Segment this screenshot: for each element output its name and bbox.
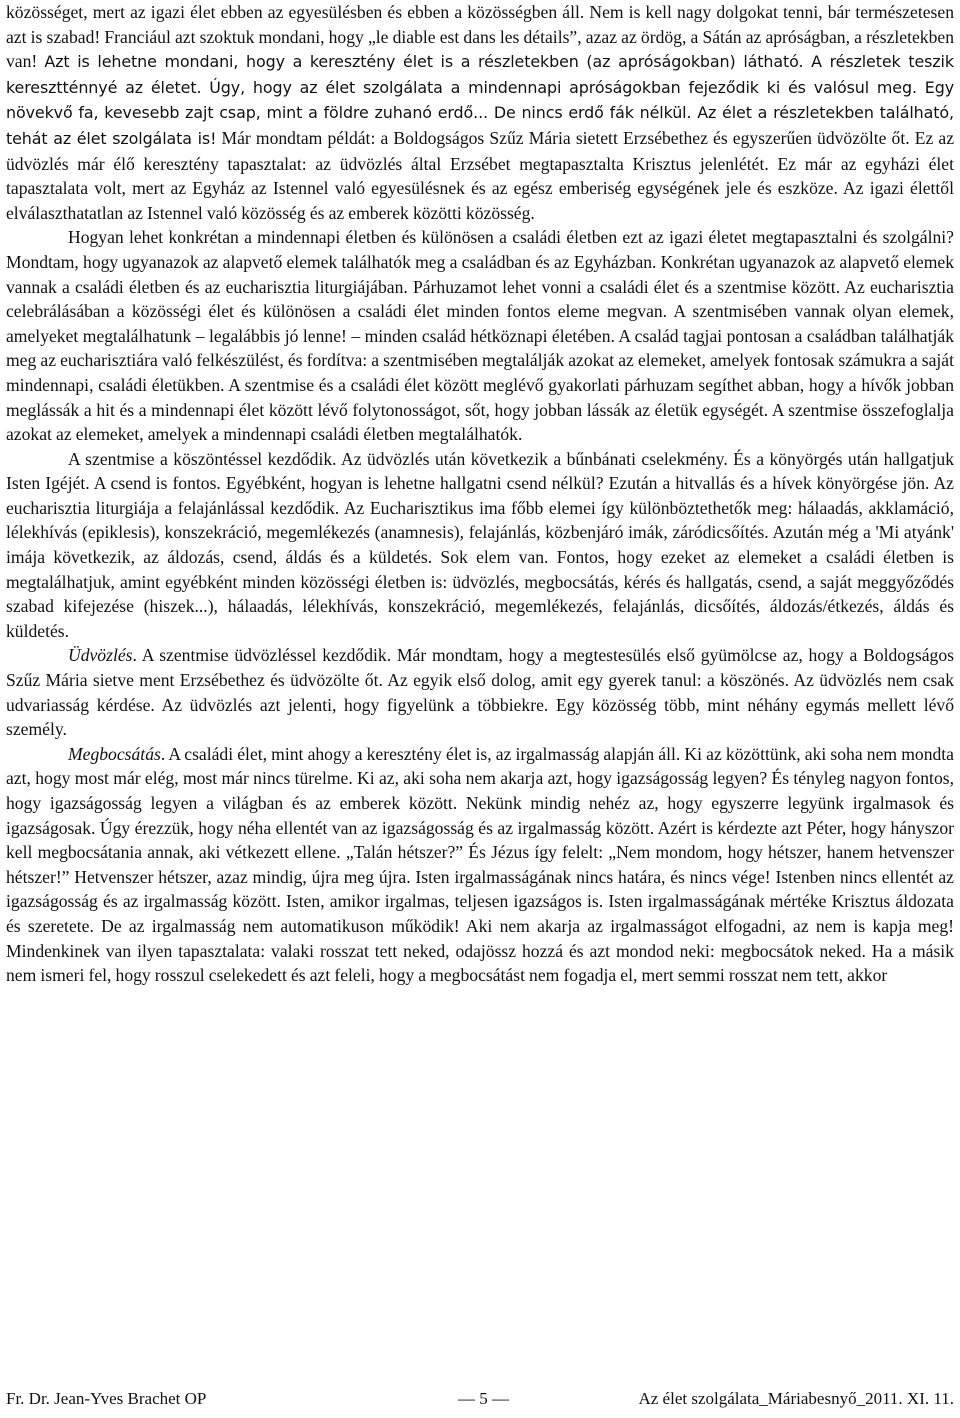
document-body: [6, 0, 954, 988]
p4-heading-udvozles: Üdvözlés: [68, 645, 133, 666]
p1-segment-2: Azt is lehetne mondani, hogy a keresztény élet is a részletekben (az apróságokban) látható. A részletek teszik keresztténnyé az életet. Úgy, hogy az élet szolgálata a mindennapi apróságokban fejeződik ki és valósul meg. Egy növekvő fa, kevesebb zajt csap, mint a földre zuhanó erdő... De nincs erdő fák nélkül. Az élet a részletekben található, tehát az élet szolgálata is!: [6, 52, 954, 148]
paragraph-2: [6, 225, 954, 446]
paragraph-4: [6, 643, 954, 741]
footer-author: Fr. Dr. Jean-Yves Brachet OP: [6, 1389, 207, 1408]
p1-segment-3: Már mondtam példát: a Boldogságos Szűz Mária sietett Erzsébethez és egyszerűen üdvözölte őt. Ez az üdvözlés már élő keresztény tapasztalat: az üdvözlés által Erzsébet megtapasztalta Krisztus jelenlétét. Ez már az egyházi élet tapasztalata volt, mert az Egyház az Istennel való egyesülésnek és az egész emberiség egységének jele és eszköze. Az igazi élettől elválaszthatatlan az Istennel való közösség és az emberek közötti közösség.: [6, 127, 955, 223]
footer-page-number: — 5 —: [458, 1389, 509, 1408]
footer-document-title: Az élet szolgálata_Máriabesnyő_2011. XI. 11.: [638, 1389, 954, 1408]
p5-segment-2: . A családi élet, mint ahogy a keresztény élet is, az irgalmasság alapján áll. Ki az közöttünk, aki soha nem mondta azt, hogy most már elég, most már nincs türelme. Ki az, aki soha nem akarja azt, hogy igazságosság legyen? És tényleg nagyon fontos, hogy igazságosság legyen a világban és az emberek között. Nekünk mindig nehéz az, hogy egyszerre legyünk irgalmasok és igazságosak. Úgy érezzük, hogy néha ellentét van az igazságosság és az irgalmasság között. Azért is kérdezte azt Péter, hogy hányszor kell megbocsátania annak, aki vétkezett ellene. „Talán hétszer?” És Jézus így felelt: „Nem mondom, hogy hétszer, hanem hetvenszer hétszer!” Hetvenszer hétszer, azaz mindig, újra meg újra. Isten irgalmasságának nincs határa, és nincs vége! Istenben nincs ellentét az igazságosság és az irgalmasság között. Isten, amikor irgalmas, teljesen igazságos is. Isten irgalmasságának mértéke Krisztus áldozata és szeretete. De az irgalmasság nem automatikuson működik! Aki nem akarja az irgalmasságot elfogadni, az nem is kapja meg! Mindenkinek van ilyen tapasztalata: valaki rosszat tett neked, odajössz hozzá és azt mondod neki: megbocsátok neked. Ha a másik nem ismeri fel, hogy rosszul cselekedett és azt feleli, hogy a megbocsátást nem fogadja el, mert semmi rosszat nem tett, akkor: [6, 743, 954, 986]
paragraph-3: [6, 447, 954, 644]
p5-heading-megbocsatas: Megbocsátás: [68, 743, 161, 764]
p2-segment-1: Hogyan lehet konkrétan a mindennapi életben és különösen a családi életben ezt az igazi életet megtapasztalni és szolgálni? Mondtam, hogy ugyanazok az alapvető elemek találhatók meg a családban és az Egyházban. Konkrétan ugyanazok az alapvető elemek vannak a családi életben és az eucharisztia liturgiájában. Párhuzamot lehet vonni a családi élet és a szentmise között. Az eucharisztia celebrálásában a közösségi élet és különösen a családi élet minden fontos eleme megvan. A szentmisében vannak olyan elemek, amelyeket megtalálhatunk – legalábbis jó lenne! – minden család hétköznapi életében. A család tagjai pontosan a családban találhatják meg az eucharisztiára való felkészülést, és fordítva: a szentmisében megtalálják azokat az elemeket, amelyek fontosak számukra a saját mindennapi, családi életükben. A szentmise és a családi élet között meglévő gyakorlati párhuzam segíthet abban, hogy a hívők jobban meglássák a hit és a mindennapi élet között lévő folytonosságot, sőt, hogy jobban lássák az életük egységét. A szentmise összefoglalja azokat az elemeket, amelyek a mindennapi családi életben megtalálhatók.: [6, 227, 954, 445]
paragraph-1: [6, 0, 954, 225]
p3-segment-1: A szentmise a köszöntéssel kezdődik. Az üdvözlés után következik a bűnbánati cselekmény. És a könyörgés után hallgatjuk Isten Igéjét. A csend is fontos. Egyébként, hogyan is lehetne hallgatni csend nélkül? Ezután a hitvallás és a hívek könyörgése jön. Az eucharisztia liturgiája a felajánlással kezdődik. Az Eucharisztikus ima főbb elemei így különböztethetők meg: hálaadás, akklamáció, lélekhívás (epiklesis), konszekráció, megemlékezés (anamnesis), felajánlás, közbenjáró imák, záródicsőítés. Azután még a 'Mi atyánk' imája következik, az áldozás, csend, áldás és a küldetés. Sok elem van. Fontos, hogy ezeket az elemeket a családi életben is megtalálhatjuk, amint egyébként minden közösségi életben is: üdvözlés, megbocsátás, kérés és hallgatás, csend, a saját meggyőződés szabad kifejezése (hiszek...), hálaadás, lélekhívás, konszekráció, megemlékezés, felajánlás, dicsőítés, áldozás/étkezés, áldás és küldetés.: [6, 448, 954, 641]
paragraph-5: [6, 742, 954, 988]
p4-segment-2: . A szentmise üdvözléssel kezdődik. Már mondtam, hogy a megtestesülés első gyümölcse az, hogy a Boldogságos Szűz Mária sietve ment Erzsébethez és üdvözölte őt. Az egyik első dolog, amit egy gyerek tanul: a köszönés. Az üdvözlés nem csak udvariasság kérdése. Az üdvözlés azt jelenti, hogy figyelünk a többiekre. Egy közösség több, mint néhány egymás mellett lévő személy.: [6, 645, 954, 740]
p1-segment-1: közösséget, mert az igazi élet ebben az egyesülésben és ebben a közösségben áll. Nem is kell nagy dolgokat tenni, bár természetesen azt is szabad! Franciául azt szoktuk mondani, hogy „le diable est dans les détails”, azaz az ördög, a Sátán az apróságban, a részletekben van!: [6, 2, 954, 72]
